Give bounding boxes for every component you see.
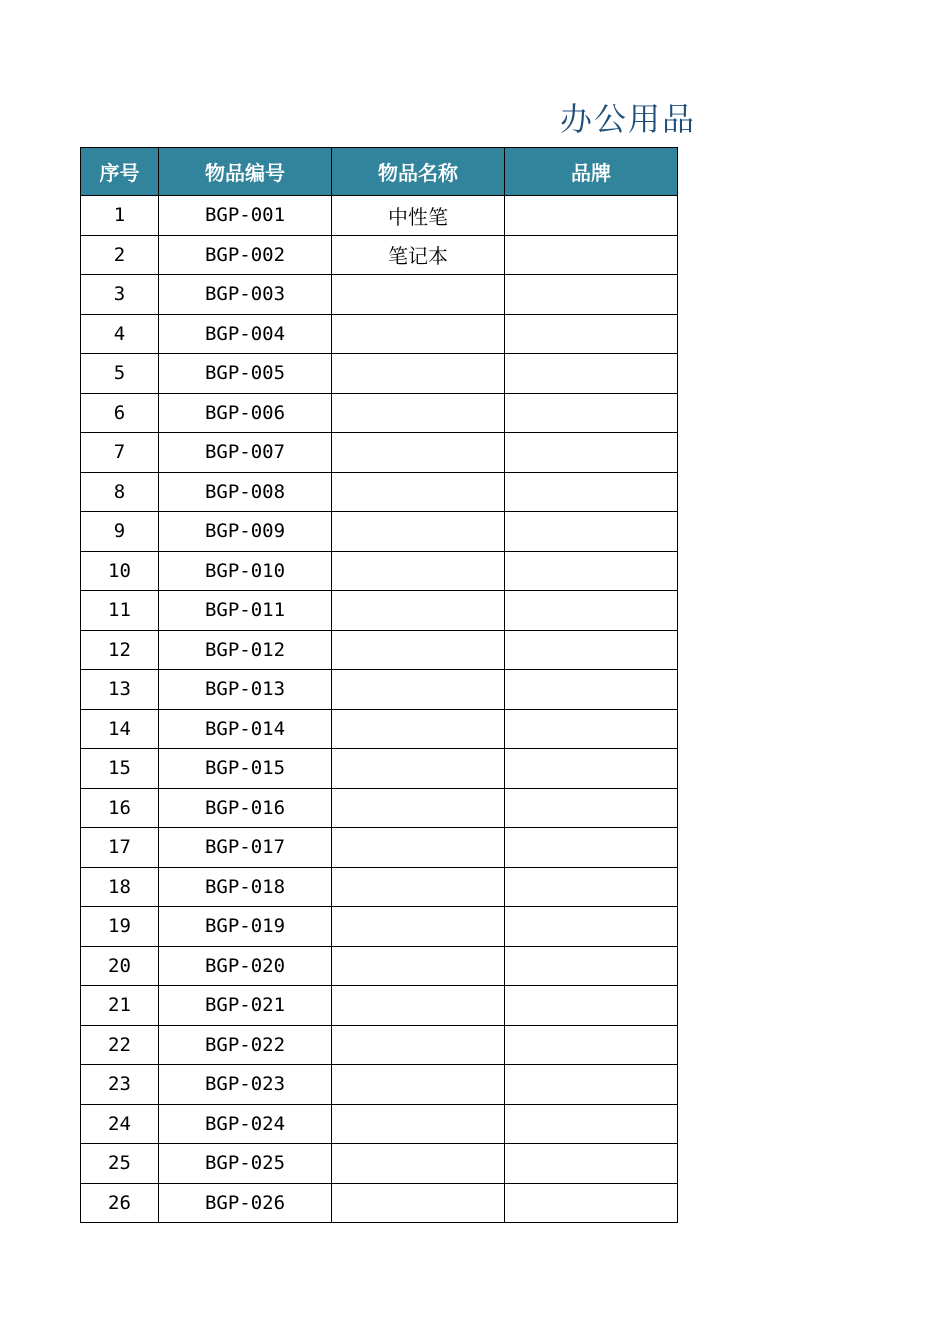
index-cell[interactable]: 8 <box>81 472 159 512</box>
index-cell[interactable]: 12 <box>81 630 159 670</box>
index-cell[interactable]: 5 <box>81 354 159 394</box>
index-cell[interactable]: 10 <box>81 551 159 591</box>
item-code-cell[interactable]: BGP-005 <box>159 354 332 394</box>
item-name-cell[interactable] <box>332 749 505 789</box>
index-cell[interactable]: 13 <box>81 670 159 710</box>
item-name-cell[interactable] <box>332 354 505 394</box>
item-code-cell[interactable]: BGP-002 <box>159 235 332 275</box>
item-name-cell[interactable] <box>332 1144 505 1184</box>
table-row <box>81 907 678 947</box>
brand-cell[interactable] <box>505 1025 678 1065</box>
item-name-cell[interactable] <box>332 1025 505 1065</box>
index-cell[interactable]: 23 <box>81 1065 159 1105</box>
brand-cell[interactable] <box>505 1065 678 1105</box>
header-cell-brand[interactable]: 品牌 <box>505 148 678 196</box>
index-cell[interactable]: 20 <box>81 946 159 986</box>
index-cell[interactable]: 3 <box>81 275 159 315</box>
brand-cell[interactable] <box>505 275 678 315</box>
item-name-cell[interactable] <box>332 591 505 631</box>
item-name-cell[interactable] <box>332 670 505 710</box>
table-row <box>81 1025 678 1065</box>
index-cell[interactable]: 26 <box>81 1183 159 1223</box>
table-row <box>81 393 678 433</box>
table-body <box>81 196 678 1223</box>
item-code-cell[interactable]: BGP-026 <box>159 1183 332 1223</box>
brand-cell[interactable] <box>505 749 678 789</box>
item-code-cell[interactable]: BGP-001 <box>159 196 332 236</box>
header-cell-index[interactable]: 序号 <box>81 148 159 196</box>
item-name-cell[interactable] <box>332 867 505 907</box>
item-name-cell[interactable] <box>332 828 505 868</box>
inventory-table <box>80 147 678 1223</box>
table-row <box>81 828 678 868</box>
brand-cell[interactable] <box>505 1183 678 1223</box>
brand-cell[interactable] <box>505 433 678 473</box>
brand-cell[interactable] <box>505 1104 678 1144</box>
table-row <box>81 314 678 354</box>
item-name-cell[interactable] <box>332 907 505 947</box>
item-name-cell[interactable] <box>332 1104 505 1144</box>
index-cell[interactable]: 25 <box>81 1144 159 1184</box>
index-cell[interactable]: 16 <box>81 788 159 828</box>
item-name-cell[interactable] <box>332 275 505 315</box>
table-row <box>81 551 678 591</box>
table-row <box>81 472 678 512</box>
item-code-cell[interactable]: BGP-011 <box>159 591 332 631</box>
index-cell[interactable]: 1 <box>81 196 159 236</box>
table-row <box>81 235 678 275</box>
item-name-cell[interactable] <box>332 472 505 512</box>
index-cell[interactable]: 6 <box>81 393 159 433</box>
brand-cell[interactable] <box>505 867 678 907</box>
index-cell[interactable]: 22 <box>81 1025 159 1065</box>
table-row <box>81 630 678 670</box>
brand-cell[interactable] <box>505 196 678 236</box>
item-code-cell[interactable]: BGP-023 <box>159 1065 332 1105</box>
brand-cell[interactable] <box>505 314 678 354</box>
brand-cell[interactable] <box>505 946 678 986</box>
index-cell[interactable]: 2 <box>81 235 159 275</box>
table-row <box>81 709 678 749</box>
index-cell[interactable]: 17 <box>81 828 159 868</box>
index-cell[interactable]: 7 <box>81 433 159 473</box>
table-row <box>81 433 678 473</box>
index-cell[interactable]: 15 <box>81 749 159 789</box>
item-name-cell[interactable] <box>332 314 505 354</box>
table-row <box>81 946 678 986</box>
item-code-cell[interactable]: BGP-007 <box>159 433 332 473</box>
brand-cell[interactable] <box>505 354 678 394</box>
index-cell[interactable]: 24 <box>81 1104 159 1144</box>
item-name-cell[interactable] <box>332 551 505 591</box>
item-name-cell[interactable] <box>332 788 505 828</box>
item-code-cell[interactable]: BGP-014 <box>159 709 332 749</box>
index-cell[interactable]: 11 <box>81 591 159 631</box>
brand-cell[interactable] <box>505 788 678 828</box>
item-code-cell[interactable]: BGP-020 <box>159 946 332 986</box>
item-code-cell[interactable]: BGP-024 <box>159 1104 332 1144</box>
item-code-cell[interactable]: BGP-013 <box>159 670 332 710</box>
item-code-cell[interactable]: BGP-015 <box>159 749 332 789</box>
table-row <box>81 1104 678 1144</box>
table-row <box>81 867 678 907</box>
table-row <box>81 986 678 1026</box>
index-cell[interactable]: 4 <box>81 314 159 354</box>
item-code-cell[interactable]: BGP-012 <box>159 630 332 670</box>
item-name-cell[interactable] <box>332 946 505 986</box>
item-code-cell[interactable]: BGP-003 <box>159 275 332 315</box>
item-name-cell[interactable] <box>332 433 505 473</box>
brand-cell[interactable] <box>505 512 678 552</box>
brand-cell[interactable] <box>505 551 678 591</box>
brand-cell[interactable] <box>505 828 678 868</box>
table-row <box>81 1144 678 1184</box>
title-area <box>0 90 697 150</box>
table-row <box>81 512 678 552</box>
item-code-cell[interactable]: BGP-025 <box>159 1144 332 1184</box>
header-row <box>81 148 678 196</box>
item-name-cell[interactable] <box>332 986 505 1026</box>
table-row <box>81 196 678 236</box>
brand-cell[interactable] <box>505 472 678 512</box>
table-row <box>81 670 678 710</box>
item-code-cell[interactable]: BGP-008 <box>159 472 332 512</box>
item-code-cell[interactable]: BGP-022 <box>159 1025 332 1065</box>
table-row <box>81 1065 678 1105</box>
item-code-cell[interactable]: BGP-016 <box>159 788 332 828</box>
brand-cell[interactable] <box>505 986 678 1026</box>
item-code-cell[interactable]: BGP-009 <box>159 512 332 552</box>
brand-cell[interactable] <box>505 630 678 670</box>
table-row <box>81 354 678 394</box>
item-code-cell[interactable]: BGP-021 <box>159 986 332 1026</box>
brand-cell[interactable] <box>505 393 678 433</box>
item-code-cell[interactable]: BGP-018 <box>159 867 332 907</box>
item-name-cell[interactable] <box>332 709 505 749</box>
page-title: 办公用品 <box>560 100 697 138</box>
brand-cell[interactable] <box>505 709 678 749</box>
index-cell[interactable]: 14 <box>81 709 159 749</box>
table-row <box>81 591 678 631</box>
header-cell-item-code[interactable]: 物品编号 <box>159 148 332 196</box>
item-name-cell[interactable] <box>332 630 505 670</box>
table-row <box>81 788 678 828</box>
brand-cell[interactable] <box>505 591 678 631</box>
item-code-cell[interactable]: BGP-019 <box>159 907 332 947</box>
item-name-cell[interactable]: 中性笔 <box>332 196 505 236</box>
item-code-cell[interactable]: BGP-004 <box>159 314 332 354</box>
brand-cell[interactable] <box>505 907 678 947</box>
table-row <box>81 275 678 315</box>
brand-cell[interactable] <box>505 1144 678 1184</box>
table-row <box>81 1183 678 1223</box>
index-cell[interactable]: 18 <box>81 867 159 907</box>
item-code-cell[interactable]: BGP-010 <box>159 551 332 591</box>
index-cell[interactable]: 9 <box>81 512 159 552</box>
item-name-cell[interactable] <box>332 1065 505 1105</box>
item-code-cell[interactable]: BGP-006 <box>159 393 332 433</box>
item-name-cell[interactable]: 笔记本 <box>332 235 505 275</box>
brand-cell[interactable] <box>505 670 678 710</box>
header-cell-item-name[interactable]: 物品名称 <box>332 148 505 196</box>
item-name-cell[interactable] <box>332 512 505 552</box>
item-name-cell[interactable] <box>332 1183 505 1223</box>
index-cell[interactable]: 19 <box>81 907 159 947</box>
brand-cell[interactable] <box>505 235 678 275</box>
table-row <box>81 749 678 789</box>
index-cell[interactable]: 21 <box>81 986 159 1026</box>
item-name-cell[interactable] <box>332 393 505 433</box>
item-code-cell[interactable]: BGP-017 <box>159 828 332 868</box>
